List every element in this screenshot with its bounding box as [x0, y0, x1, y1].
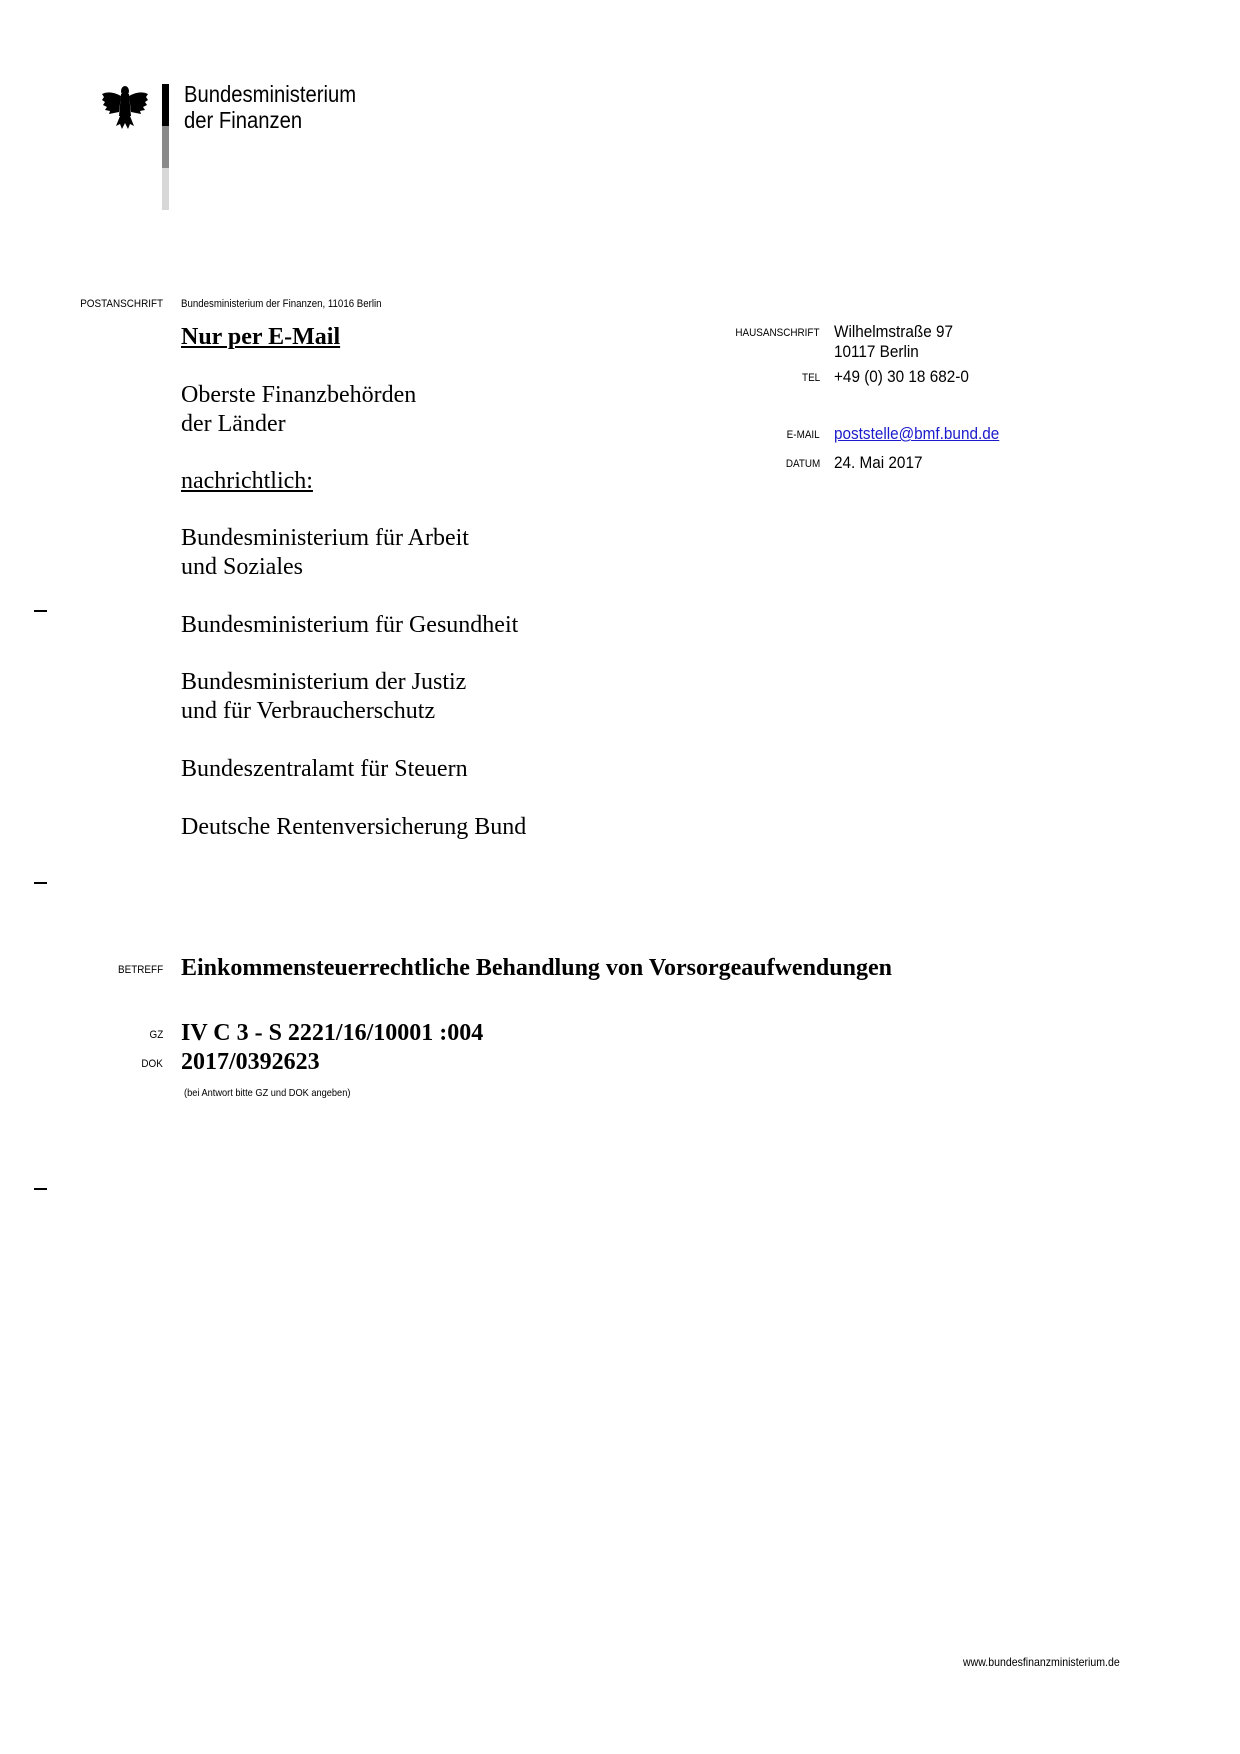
reply-note: (bei Antwort bitte GZ und DOK angeben) — [184, 1087, 351, 1099]
gz-value: IV C 3 - S 2221/16/10001 :004 — [181, 1020, 484, 1046]
email-label: E-MAIL — [786, 429, 820, 441]
gz-label: GZ — [149, 1029, 163, 1041]
cc-recipient — [181, 524, 469, 582]
tel-value: +49 (0) 30 18 682-0 — [834, 367, 969, 386]
primary-recipient — [181, 381, 416, 439]
logo-bar-black — [162, 84, 169, 126]
fold-mark — [34, 610, 47, 612]
betreff-label: BETREFF — [117, 964, 163, 976]
logo-bar-light — [162, 168, 169, 210]
ministry-name-line1: Bundesministerium — [184, 81, 357, 107]
dok-label: DOK — [141, 1058, 163, 1070]
cc-recipient-line1: Deutsche Rentenversicherung Bund — [181, 814, 527, 840]
cc-recipient — [181, 755, 468, 784]
postanschrift-label: POSTANSCHRIFT — [80, 298, 163, 310]
cc-recipient — [181, 611, 518, 640]
datum-value: 24. Mai 2017 — [834, 453, 923, 472]
house-address — [834, 322, 953, 362]
hausanschrift-label: HAUSANSCHRIFT — [735, 327, 820, 339]
street: Wilhelmstraße 97 — [834, 322, 954, 341]
dok-value: 2017/0392623 — [181, 1049, 320, 1075]
tel-label: TEL — [801, 372, 820, 384]
delivery-note: Nur per E-Mail — [181, 324, 341, 350]
cc-recipient-line1: Bundeszentralamt für Steuern — [181, 756, 468, 782]
ministry-name-line2: der Finanzen — [184, 107, 303, 133]
ministry-name — [184, 81, 356, 133]
datum-label: DATUM — [785, 458, 820, 470]
cc-label: nachrichtlich: — [181, 468, 313, 494]
cc-recipient — [181, 668, 466, 726]
city: 10117 Berlin — [834, 342, 919, 361]
fold-mark — [34, 882, 47, 884]
punch-mark — [34, 1188, 47, 1190]
website-footer: www.bundesfinanzministerium.de — [963, 1655, 1120, 1669]
cc-recipient-line2: und Soziales — [181, 554, 303, 580]
primary-recipient-line1: Oberste Finanzbehörden — [181, 382, 417, 408]
betreff-value: Einkommensteuerrechtliche Behandlung von Vorsorgeaufwendungen — [181, 955, 892, 981]
logo-bar-grey — [162, 126, 169, 168]
federal-eagle-icon — [100, 82, 150, 132]
cc-recipient-line1: Bundesministerium für Arbeit — [181, 525, 469, 551]
cc-recipient-line1: Bundesministerium der Justiz — [181, 669, 467, 695]
primary-recipient-line2: der Länder — [181, 411, 286, 437]
cc-recipient-line2: und für Verbraucherschutz — [181, 698, 436, 724]
cc-recipient — [181, 813, 526, 842]
postanschrift-value: Bundesministerium der Finanzen, 11016 Berlin — [181, 298, 382, 310]
email-wrapper — [834, 424, 999, 444]
email-link[interactable]: poststelle@bmf.bund.de — [834, 424, 1000, 443]
cc-recipient-line1: Bundesministerium für Gesundheit — [181, 612, 519, 638]
